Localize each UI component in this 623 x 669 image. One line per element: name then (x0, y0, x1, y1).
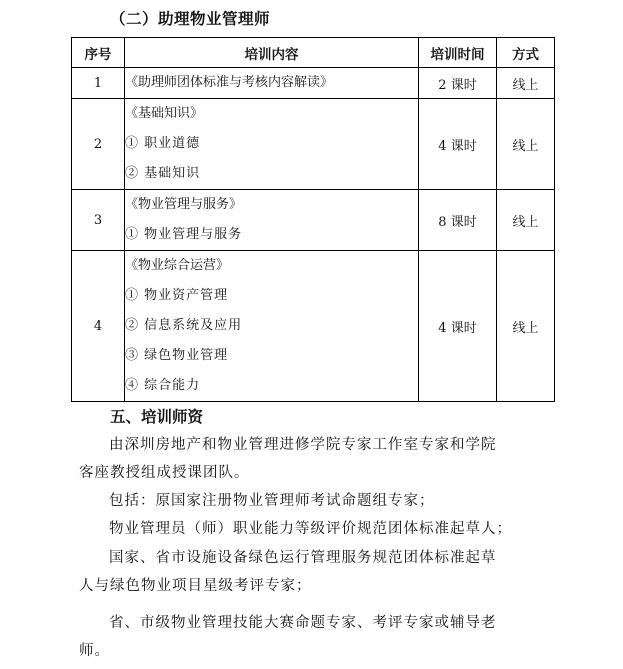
row-number: 2 (72, 99, 125, 190)
content-line: ② 信息系统及应用 (125, 318, 243, 333)
paragraph-line: 由深圳房地产和物业管理进修学院专家工作室专家和学院 (109, 437, 497, 453)
row-hours: 2 课时 (419, 68, 497, 99)
row-content (125, 68, 419, 99)
row-content (125, 190, 419, 251)
table-row (72, 68, 555, 99)
table-header-row (72, 38, 555, 68)
paragraph-competition (79, 609, 559, 665)
row-content (125, 251, 419, 402)
content-line: 《物业综合运营》 (125, 258, 230, 273)
header-hours: 培训时间 (419, 38, 497, 68)
subsection-title: （二）助理物业管理师 (110, 10, 271, 28)
row-number: 3 (72, 190, 125, 251)
paragraph-line: 物业管理员（师）职业能力等级评价规范团体标准起草人； (109, 521, 512, 537)
content-line: 《基础知识》 (125, 106, 204, 121)
paragraph-line: 师。 (79, 643, 110, 659)
paragraph-faculty (79, 431, 559, 487)
header-mode: 方式 (497, 38, 555, 68)
row-mode: 线上 (497, 190, 555, 251)
row-content (125, 99, 419, 190)
table-row (72, 251, 555, 402)
content-line: 《助理师团体标准与考核内容解读》 (125, 75, 334, 90)
paragraph-line: 省、市级物业管理技能大赛命题专家、考评专家或辅导老 (109, 615, 497, 631)
row-number: 4 (72, 251, 125, 402)
paragraph-green-experts (79, 544, 559, 600)
paragraph-includes (79, 487, 559, 515)
table-row (72, 99, 555, 190)
content-line: ④ 综合能力 (125, 378, 201, 393)
row-number: 1 (72, 68, 125, 99)
row-hours: 4 课时 (419, 251, 497, 402)
content-line: 《物业管理与服务》 (125, 197, 243, 212)
row-hours: 4 课时 (419, 99, 497, 190)
table-row (72, 190, 555, 251)
row-mode: 线上 (497, 99, 555, 190)
paragraph-line: 客座教授组成授课团队。 (79, 465, 250, 481)
row-mode: 线上 (497, 68, 555, 99)
row-hours: 8 课时 (419, 190, 497, 251)
content-line: ① 物业管理与服务 (125, 227, 243, 242)
training-table (71, 37, 555, 402)
content-line: ② 基础知识 (125, 166, 201, 181)
content-line: ① 物业资产管理 (125, 288, 229, 303)
paragraph-line: 人与绿色物业项目星级考评专家； (79, 578, 312, 594)
paragraph-line: 国家、省市设施设备绿色运行管理服务规范团体标准起草 (109, 550, 497, 566)
paragraph-drafters (79, 515, 559, 543)
paragraph-line: 包括：原国家注册物业管理师考试命题组专家； (109, 493, 435, 509)
row-mode: 线上 (497, 251, 555, 402)
content-line: ③ 绿色物业管理 (125, 348, 229, 363)
header-content: 培训内容 (125, 38, 419, 68)
header-no: 序号 (72, 38, 125, 68)
content-line: ① 职业道德 (125, 136, 201, 151)
section-title: 五、培训师资 (110, 408, 204, 426)
